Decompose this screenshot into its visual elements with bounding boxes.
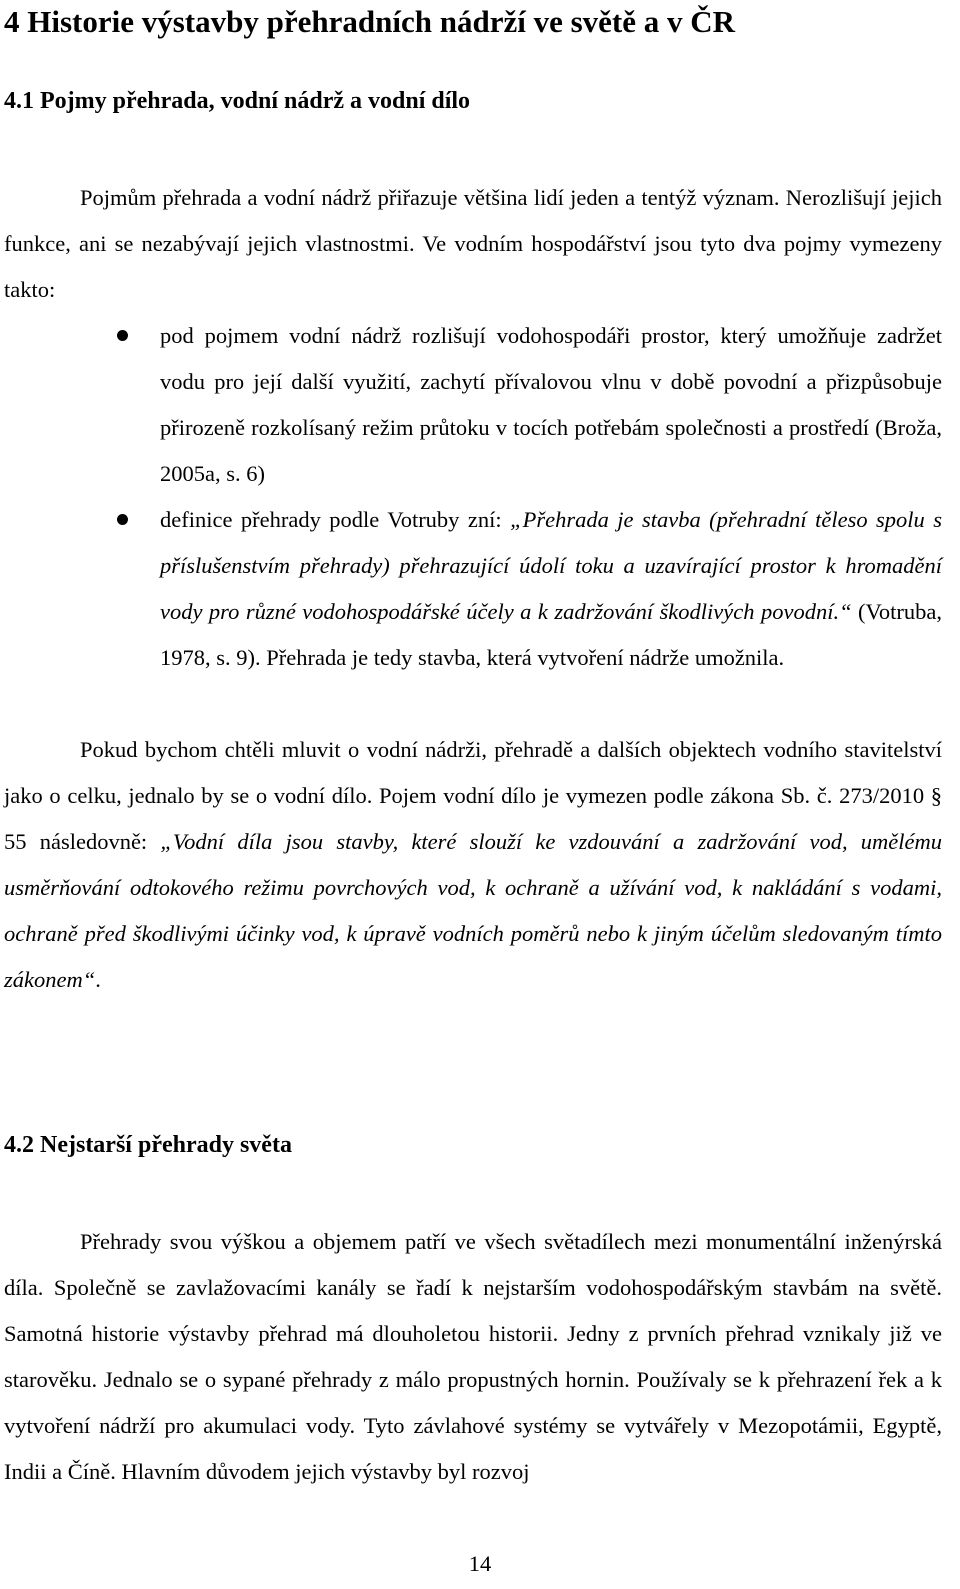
- water-work-lead: Pokud bychom chtěli mluvit o vodní nádrži, přehradě a dalších objektech vodního stavitelství jako o celku, jednalo by se o vodní dílo. Pojem vodní dílo je vymezen podle zákona Sb. č. 273/2010 § 55 následovně:: [4, 737, 942, 854]
- bullet-icon: [117, 514, 128, 525]
- dam-definition-quote: „Přehrada je stavba (přehradní těleso spolu s příslušenstvím přehrady) přehrazující údolí toku a uzavírající prostor k hromadění vody pro různé vodohospodářské účely a k zadržování škodlivých povodní.“: [160, 507, 942, 624]
- bullet-text-dam-tail: (Votruba, 1978, s. 9). Přehrada je tedy stavba, která vytvoření nádrže umožnila.: [160, 599, 943, 670]
- law-quote: „Vodní díla jsou stavby, které slouží ke vzdouvání a zadržování vod, umělému usměrňování odtokového režimu povrchových vod, k ochraně a užívání vod, k nakládání s vodami, ochraně před škodlivými účinky vod, k úpravě vodních poměrů nebo k jiným účelům sledovaným tímto zákonem“: [4, 829, 943, 992]
- bullet-text-water-reservoir: pod pojmem vodní nádrž rozlišují vodohospodáři prostor, který umožňuje zadržet vodu pro její další využití, zachytí přívalovou vlnu v době povodní a přizpůsobuje přirozeně rozkolísaný režim průtoku v tocích potřebám společnosti a prostředí (Brožа, 2005a, s. 6): [160, 323, 942, 486]
- bullet-icon: [117, 330, 128, 341]
- bullet-text-dam-lead: definice přehrady podle Votruby zní:: [160, 507, 511, 532]
- definition-list: [0, 313, 942, 681]
- section-heading-4-1: 4.1 Pojmy přehrada, vodní nádrž a vodní dílo: [4, 88, 471, 114]
- chapter-heading: 4 Historie výstavby přehradních nádrží ve světě a v ČR: [4, 4, 736, 39]
- section-heading-4-2: 4.2 Nejstarší přehrady světa: [4, 1132, 292, 1158]
- water-work-tail: .: [95, 967, 101, 992]
- list-item: [0, 313, 942, 497]
- intro-paragraph: Pojmům přehrada a vodní nádrž přiřazuje většina lidí jeden a tentýž význam. Nerozlišují jejich funkce, ani se nezabývají jejich vlastnostmi. Ve vodním hospodářství jsou tyto dva pojmy vymezeny takto:: [4, 185, 942, 302]
- page-number: 14: [468, 1551, 492, 1576]
- water-work-paragraph: [4, 727, 942, 1003]
- oldest-dams-paragraph: Přehrady svou výškou a objemem patří ve všech světadílech mezi monumentální inženýrská díla. Společně se zavlažovacími kanály se řadí k nejstarším vodohospodářským stavbám na světě. Samotná historie výstavby přehrad má dlouholetou historii. Jedny z prvních přehrad vznikaly již ve starověku. Jednalo se o sypané přehrady z málo propustných hornin. Používaly se k přehrazení řek a k vytvoření nádrží pro akumulaci vody. Tyto závlahové systémy se vytvářely v Mezopotámii, Egyptě, Indii a Číně. Hlavním důvodem jejich výstavby byl rozvoj: [4, 1229, 942, 1484]
- list-item: [0, 497, 942, 681]
